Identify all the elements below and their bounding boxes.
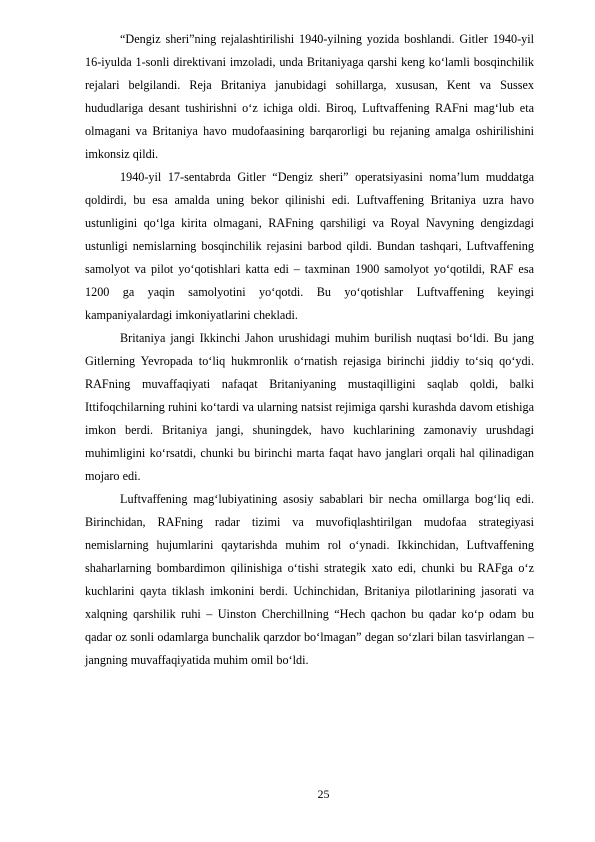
paragraph-sea-lion-planning: “Dengiz sheri”ning rejalashtirilishi 1940-yilning yozida boshlandi. Gitler 1940-yil 16-iyulda 1-sonli direktivani imzoladi, unda Britaniyaga qarshi keng koʻlamli bosqinchilik rejalari belgilandi. Reja Britaniya janubidagi sohillarga, xususan, Kent va Sussex hududlariga desant tushirishni oʻz ichiga oldi. Biroq, Luftvaffening RAFni magʻlub eta olmagani va Britaniya havo mudofaasining barqarorligi bu rejaning amalga oshirilishini imkonsiz qildi. [85,32,534,161]
document-page [85,28,534,672]
paragraph-operation-postponed: 1940-yil 17-sentabrda Gitler “Dengiz sheri” operatsiyasini noma’lum muddatga qoldirdi, bu esa amalda uning bekor qilinishi edi. Luftvaffening Britaniya uzra havo ustunligini qoʻlga kirita olmagani, RAFning qarshiligi va Royal Navyning dengizdagi ustunligi nemislarning bosqinchilik rejasini barbod qildi. Bundan tashqari, Luftvaffening samolyot va pilot yoʻqotishlari katta edi – taxminan 1900 samolyot yoʻqotildi, RAF esa 1200 ga yaqin samolyotini yoʻqotdi. Bu yoʻqotishlar Luftvaffening keyingi kampaniyalardagi imkoniyatlarini chekladi. [85,170,534,322]
paragraph-battle-significance: Britaniya jangi Ikkinchi Jahon urushidagi muhim burilish nuqtasi boʻldi. Bu jang Gitlerning Yevropada toʻliq hukmronlik oʻrnatish rejasiga birinchi jiddiy toʻsiq qoʻydi. RAFning muvaffaqiyati nafaqat Britaniyaning mustaqilligini saqlab qoldi, balki Ittifoqchilarning ruhini koʻtardi va ularning natsist rejimiga qarshi kurashda davom etishiga imkon berdi. Britaniya jangi, shuningdek, havo kuchlarining zamonaviy urushdagi muhimligini koʻrsatdi, chunki bu birinchi marta faqat havo janglari orqali hal qilinadigan mojaro edi. [85,331,534,483]
page-number: 25 [317,787,330,801]
paragraph-defeat-reasons: Luftvaffening magʻlubiyatining asosiy sabablari bir necha omillarga bogʻliq edi. Birinchidan, RAFning radar tizimi va muvofiqlashtirilgan mudofaa strategiyasi nemislarning hujumlarini qaytarishda muhim rol oʻynadi. Ikkinchidan, Luftvaffening shaharlarning bombardimon qilinishiga oʻtishi strategik xato edi, chunki bu RAFga oʻz kuchlarini qayta tiklash imkonini berdi. Uchinchidan, Britaniya pilotlarining jasorati va xalqning qarshilik ruhi – Uinston Cherchillning “Hech qachon bu qadar koʻp odam bu qadar oz sonli odamlarga bunchalik qarzdor boʻlmagan” degan soʻzlari bilan tasvirlangan – jangning muvaffaqiyatida muhim omil boʻldi. [85,492,534,667]
